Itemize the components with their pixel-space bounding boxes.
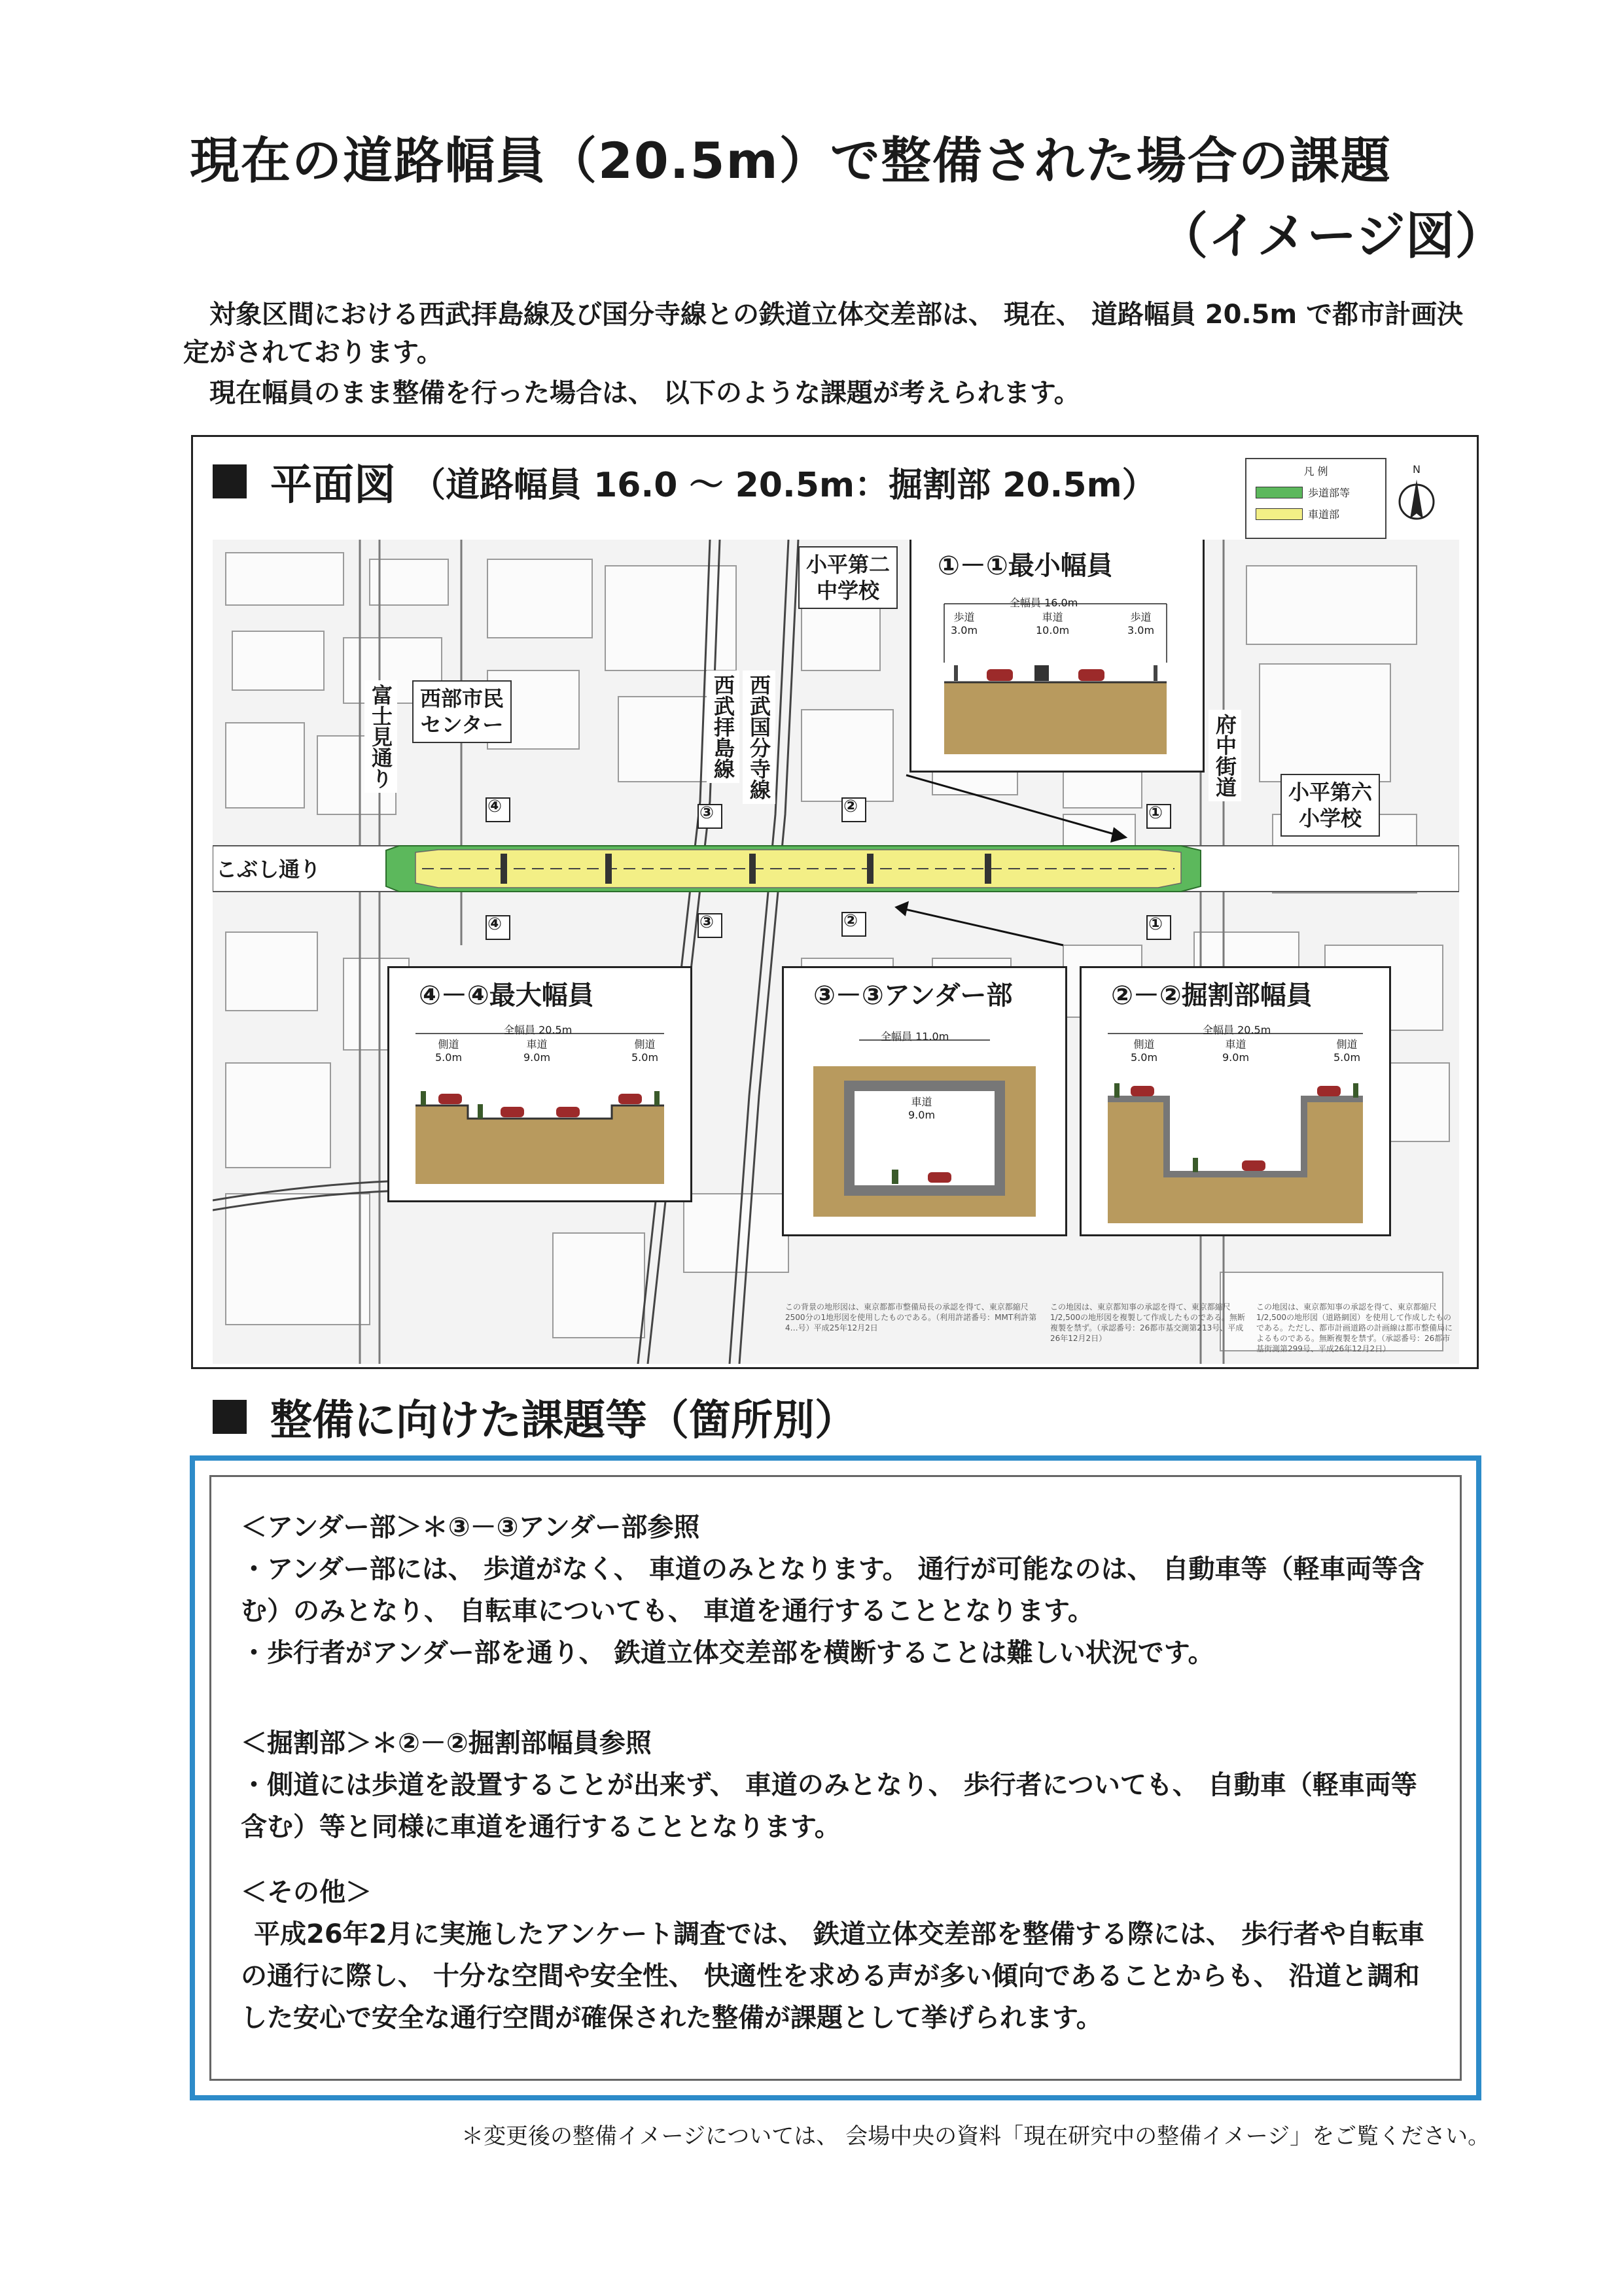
north-label: N <box>1413 463 1421 476</box>
map-note-3: この地図は、東京都知事の承認を得て、東京都縮尺1/2,500の地形図（道路網図）を使用して作成したものである。ただし、都市計画道路の計画線は都市整備局によるものである。無断複製を禁ず。（承認番号：26都市基街測第299号、平成26年12月2日） <box>1256 1302 1453 1353</box>
label-kobushi-street: こぶし通り <box>216 857 321 882</box>
label-fuchu-road: 府中街道 <box>1209 710 1241 801</box>
marker-4-bottom: ④ <box>487 914 503 934</box>
section-max-title: ④－④最大幅員 <box>419 981 594 1011</box>
section-min-title: ①－①最小幅員 <box>938 551 1113 581</box>
heading-square-icon <box>213 1400 247 1434</box>
section-max-right: 側道 5.0m <box>631 1038 659 1064</box>
section-cut-center: 車道 9.0m <box>1222 1038 1250 1064</box>
section-cut-right: 側道 5.0m <box>1333 1038 1361 1064</box>
marker-2-bottom: ② <box>843 911 858 931</box>
cut-item-1: ・側道には歩道を設置することが出来ず、 車道のみとなり、 歩行者についても、 自動車（軽車両等含む）等と同様に車道を通行することとなります。 <box>241 1770 1417 1842</box>
map-background <box>213 540 1459 1364</box>
other-heading: ＜その他＞ <box>241 1877 372 1907</box>
label-school-2: 小平第二 中学校 <box>798 546 898 609</box>
page-subtitle: （イメージ図） <box>1158 207 1505 265</box>
legend-label-sidewalk: 歩道部等 <box>1308 487 1350 499</box>
legend-title: 凡 例 <box>1303 465 1328 478</box>
under-heading: ＜アンダー部＞＊③－③アンダー部参照 <box>241 1512 700 1542</box>
label-haijima-line: 西武拝島線 <box>707 670 739 783</box>
marker-3-top: ③ <box>699 803 715 823</box>
marker-1-bottom: ① <box>1148 914 1163 934</box>
issues-box <box>190 1455 1481 2100</box>
marker-4-top: ④ <box>487 797 503 816</box>
legend-item-roadway <box>1256 506 1385 521</box>
plan-heading <box>213 451 1156 512</box>
cut-heading: ＜掘割部＞＊②－②掘割部幅員参照 <box>241 1728 652 1758</box>
legend <box>1245 458 1386 539</box>
marker-1-top: ① <box>1148 803 1163 823</box>
section-min-right: 歩道 3.0m <box>1127 611 1155 636</box>
map-note-1: この背景の地形図は、東京都都市整備局長の承認を得て、東京都縮尺2500分の1地形図を使用したものである。（利用許諾番号：MMT利許第4…号）平成25年12月2日 <box>785 1302 1037 1332</box>
map-note-2: この地図は、東京都知事の承認を得て、東京都縮尺1/2,500の地形図を複製して作成したものである。無断複製を禁ず。（承認番号：26都市基交測第213号、平成26年12月2日） <box>1050 1302 1246 1343</box>
north-arrow-icon <box>1397 461 1436 533</box>
label-fujimi-street: 富士見通り <box>364 680 397 793</box>
section-min-center: 車道 10.0m <box>1036 611 1070 636</box>
section-under-center: 車道 9.0m <box>908 1096 936 1121</box>
issues-heading <box>213 1387 856 1447</box>
section-under-total: 全幅員 11.0m <box>881 1030 949 1043</box>
label-school-6: 小平第六 小学校 <box>1280 774 1380 837</box>
section-min-left: 歩道 3.0m <box>951 611 978 636</box>
section-min-total: 全幅員 16.0m <box>1010 597 1078 609</box>
heading-square-icon <box>213 464 247 498</box>
plan-map <box>213 540 1459 1364</box>
section-cut-total: 全幅員 20.5m <box>1203 1024 1271 1036</box>
marker-2-top: ② <box>843 797 858 816</box>
section-max-total: 全幅員 20.5m <box>504 1024 573 1036</box>
section-cut-panel <box>1080 966 1391 1236</box>
intro-paragraph-1: 対象区間における西武拝島線及び国分寺線との鉄道立体交差部は、 現在、 道路幅員 20.5m で都市計画決定がされております。 <box>183 300 1464 368</box>
section-cut-title: ②－②掘割部幅員 <box>1111 981 1313 1011</box>
section-max-panel <box>387 966 692 1202</box>
legend-item-sidewalk <box>1256 485 1385 500</box>
page-title: 現在の道路幅員（20.5m）で整備された場合の課題 <box>190 131 1392 190</box>
plan-heading-text: 平面図 <box>270 461 396 510</box>
label-community-center: 西部市民 センター <box>412 680 512 743</box>
section-max-left: 側道 5.0m <box>435 1038 463 1064</box>
plan-subheading: （道路幅員 16.0 ～ 20.5m：掘割部 20.5m） <box>412 465 1156 505</box>
section-max-center: 車道 9.0m <box>523 1038 551 1064</box>
legend-swatch-roadway <box>1256 508 1303 520</box>
legend-swatch-sidewalk <box>1256 487 1303 498</box>
other-item-1: 平成26年2月に実施したアンケート調査では、 鉄道立体交差部を整備する際には、 歩行者や自転車の通行に際し、 十分な空間や安全性、 快適性を求める声が多い傾向であることからも、 沿道と調和した安心で安全な通行空間が確保された整備が課題として挙げられます。 <box>241 1919 1424 2033</box>
section-cut-left: 側道 5.0m <box>1131 1038 1158 1064</box>
section-under-diagram <box>800 1027 1049 1223</box>
section-under-title: ③－③アンダー部 <box>813 981 1013 1011</box>
section-under-panel <box>782 966 1067 1236</box>
section-min-panel <box>909 540 1205 773</box>
intro-paragraph-2: 現在幅員のまま整備を行った場合は、 以下のような課題が考えられます。 <box>209 378 1080 408</box>
marker-3-bottom: ③ <box>699 913 715 932</box>
legend-label-roadway: 車道部 <box>1308 508 1340 521</box>
under-item-2: ・歩行者がアンダー部を通り、 鉄道立体交差部を横断することは難しい状況です。 <box>241 1638 1214 1668</box>
under-item-1: ・アンダー部には、 歩道がなく、 車道のみとなります。 通行が可能なのは、 自動車等（軽車両等含む）のみとなり、 自転車についても、 車道を通行することとなります。 <box>241 1554 1424 1626</box>
footnote: ＊変更後の整備イメージについては、 会場中央の資料「現在研究中の整備イメージ」をご覧ください。 <box>461 2123 1491 2149</box>
label-kokubunji-line: 西武国分寺線 <box>743 670 775 804</box>
issues-heading-text: 整備に向けた課題等（箇所別） <box>270 1397 856 1445</box>
